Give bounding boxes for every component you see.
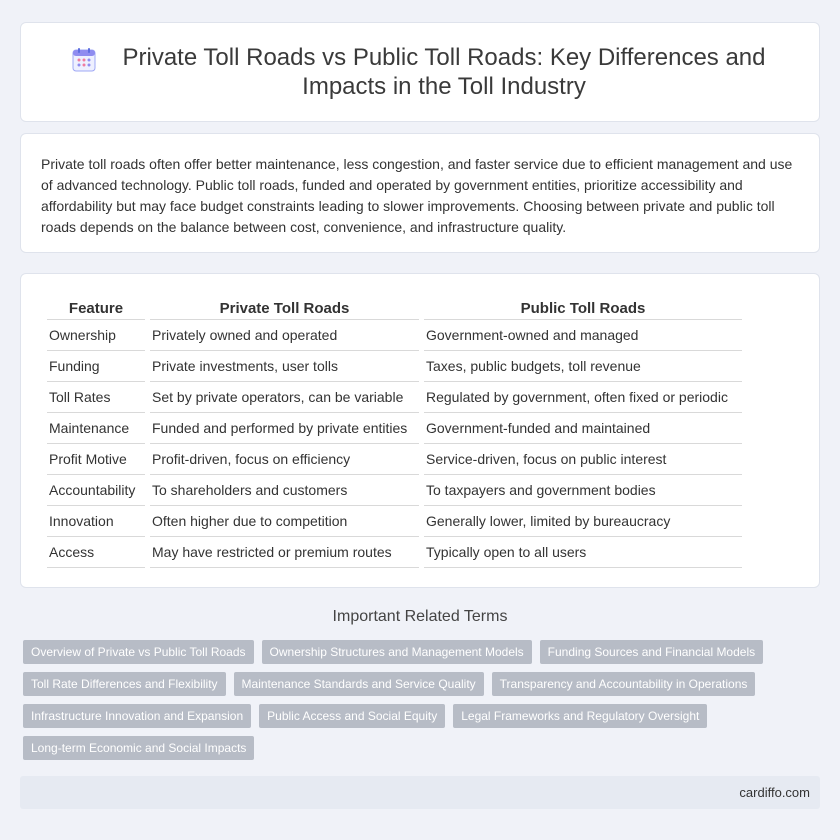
intro-card [20,133,820,253]
table-row [47,382,742,413]
related-term-tag[interactable]: Maintenance Standards and Service Quality [234,672,484,696]
related-term-tag[interactable]: Long-term Economic and Social Impacts [23,736,254,760]
table-cell-public: Service-driven, focus on public interest [424,444,742,475]
table-cell-feature: Maintenance [47,413,145,444]
table-cell-private: Often higher due to competition [150,506,419,537]
page-title: Private Toll Roads vs Public Toll Roads: Key Differences and Impacts in the Toll Industry [122,44,766,100]
table-cell-private: May have restricted or premium routes [150,537,419,568]
intro-paragraph: Private toll roads often offer better maintenance, less congestion, and faster service due to efficient management and use of advanced technology. Public toll roads, funded and operated by government entities, prioritize accessibility and affordability but may face budget constraints leading to slower improvements. Choosing between private and public toll roads depends on the balance between cost, convenience, and infrastructure quality. [41,156,793,235]
calendar-icon [71,47,97,73]
table-cell-private: Funded and performed by private entities [150,413,419,444]
table-cell-private: To shareholders and customers [150,475,419,506]
table-cell-feature: Funding [47,351,145,382]
comparison-table [42,294,747,568]
table-cell-feature: Toll Rates [47,382,145,413]
column-header-feature: Feature [47,294,145,320]
table-cell-private: Private investments, user tolls [150,351,419,382]
table-cell-private: Profit-driven, focus on efficiency [150,444,419,475]
table-row [47,475,742,506]
table-row [47,537,742,568]
table-cell-public: Typically open to all users [424,537,742,568]
footer-bar [20,776,820,809]
column-header-private: Private Toll Roads [150,294,419,320]
table-row [47,506,742,537]
column-header-public: Public Toll Roads [424,294,742,320]
table-cell-private: Privately owned and operated [150,320,419,351]
table-cell-public: Generally lower, limited by bureaucracy [424,506,742,537]
table-cell-public: To taxpayers and government bodies [424,475,742,506]
comparison-table-card [20,273,820,588]
related-term-tag[interactable]: Infrastructure Innovation and Expansion [23,704,251,728]
related-terms-heading: Important Related Terms [332,608,508,625]
table-cell-public: Government-owned and managed [424,320,742,351]
table-cell-feature: Ownership [47,320,145,351]
table-row [47,351,742,382]
related-term-tag[interactable]: Toll Rate Differences and Flexibility [23,672,226,696]
table-row [47,413,742,444]
table-row [47,320,742,351]
table-cell-public: Government-funded and maintained [424,413,742,444]
table-cell-feature: Profit Motive [47,444,145,475]
table-header-row [47,294,742,320]
table-cell-private: Set by private operators, can be variable [150,382,419,413]
table-cell-public: Taxes, public budgets, toll revenue [424,351,742,382]
table-row [47,444,742,475]
table-cell-feature: Innovation [47,506,145,537]
related-term-tag[interactable]: Ownership Structures and Management Models [262,640,532,664]
related-term-tag[interactable]: Funding Sources and Financial Models [540,640,763,664]
footer-site-link[interactable]: cardiffo.com [739,785,810,800]
table-cell-feature: Accountability [47,475,145,506]
table-cell-feature: Access [47,537,145,568]
related-terms-tags [23,640,813,760]
related-term-tag[interactable]: Legal Frameworks and Regulatory Oversight [453,704,707,728]
related-term-tag[interactable]: Transparency and Accountability in Operations [492,672,756,696]
related-term-tag[interactable]: Overview of Private vs Public Toll Roads [23,640,254,664]
title-card [20,22,820,122]
title-wrap [70,43,770,101]
related-term-tag[interactable]: Public Access and Social Equity [259,704,445,728]
table-cell-public: Regulated by government, often fixed or periodic [424,382,742,413]
